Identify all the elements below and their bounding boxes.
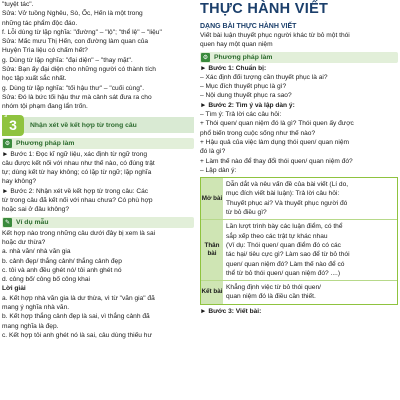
text-line: c. Kết hợp tôi anh ghét nó là sai, câu dùng thiếu hư xyxy=(2,331,152,339)
text-line: "tuyệt tác". xyxy=(2,1,34,8)
outline-row-body xyxy=(223,220,397,280)
outline-row-line: thể từ bỏ thói quen/ quan niệm đó? ....) xyxy=(226,269,341,277)
text-line: ► Bước 1: Chuẩn bị: xyxy=(200,64,267,72)
text-line: b. cảnh đẹp/ thắng cảnh/ thắng cảnh đẹp xyxy=(2,257,122,265)
example-label: Ví dụ mẫu xyxy=(16,218,49,226)
method-text xyxy=(2,150,194,215)
text-line: b. Kết hợp thắng cảnh đẹp là sai, vì thắng cảnh đã xyxy=(2,313,150,321)
text-line: Lời giải xyxy=(2,285,26,293)
left-column xyxy=(0,0,194,340)
gear-icon: ⚙ xyxy=(202,54,209,61)
outline-row-line: từ bỏ điều gì? xyxy=(226,209,267,217)
example-text xyxy=(2,229,194,341)
example-icon: ✎ xyxy=(4,219,11,226)
method-header-left xyxy=(2,138,194,149)
text-line: d. công bố/ công bố công khai xyxy=(2,276,90,284)
section-title: Nhận xét về kết hợp từ trong câu xyxy=(24,117,194,133)
text-line: ► Bước 2: Tìm ý và lập dàn ý: xyxy=(200,101,295,109)
section-number: 3 xyxy=(9,117,17,134)
outline-row xyxy=(201,178,397,220)
section-number-badge xyxy=(2,108,24,136)
outline-row-line: Khẳng định việc từ bỏ thói quen/ xyxy=(226,284,321,292)
gear-icon: ⚙ xyxy=(4,140,11,147)
text-line: + Làm thế nào để thay đổi thói quen/ quan niệm đó? xyxy=(200,157,353,165)
text-line: tự; dùng kết từ hay không; có lặp từ ngữ; lặp nghĩa xyxy=(2,169,152,177)
section-3-header xyxy=(2,108,194,136)
text-line: hoặc sai ở đâu không? xyxy=(2,206,70,214)
outline-row-body xyxy=(223,178,397,219)
text-line: – Lập dàn ý: xyxy=(200,166,237,174)
intro-line: quen hay một quan niệm xyxy=(200,41,273,49)
text-line: câu được kết nối với nhau như thế nào, có đúng trật xyxy=(2,159,155,167)
text-line: Sửa: Bạn ấy đại diện cho những người có thành tích xyxy=(2,66,156,74)
text-line: hay không? xyxy=(2,178,37,186)
text-line: c. tôi và anh đều ghét nó/ tôi anh ghét nó xyxy=(2,266,122,274)
text-line: mang ý nghĩa nhà văn. xyxy=(2,304,70,312)
text-line: Huyện Trìa liệu có chấm hết? xyxy=(2,47,88,55)
outline-row-line: (Ví dụ: Thói quen/ quan điểm đó có các xyxy=(226,241,341,249)
outline-row-body xyxy=(223,281,397,304)
section-small-label: Mục xyxy=(3,108,8,117)
text-line: Sửa: Đó là bức tối hậu thư mà cảnh sát đưa ra cho xyxy=(2,93,152,101)
right-column xyxy=(200,0,398,316)
text-line: – Mục đích thuyết phục là gì? xyxy=(200,83,287,91)
exercise-type-heading: DẠNG BÀI THỰC HÀNH VIẾT xyxy=(200,23,297,30)
text-line: học tập xuất sắc nhất. xyxy=(2,75,67,83)
outline-row-line: quan niệm đó là điều cần thiết. xyxy=(226,293,316,301)
text-line: f. Lỗi dùng từ lặp nghĩa: "đường" – "lộ"; "thể lệ" – "liệu" xyxy=(2,28,162,36)
outline-row-label: Mở bài xyxy=(201,178,223,219)
outline-row xyxy=(201,220,397,281)
steps-text xyxy=(200,64,398,176)
page-title: THỰC HÀNH VIẾT xyxy=(200,1,329,17)
text-line: g. Dùng từ lặp nghĩa: "đại diện" – "thay mặt". xyxy=(2,56,133,64)
text-line: ► Bước 1: Đọc kĩ ngữ liệu, xác định từ ngữ trong xyxy=(2,150,148,158)
intro-line: Viết bài luận thuyết phục người khác từ bỏ một thói xyxy=(200,32,350,39)
text-line: Kết hợp nào trong những câu dưới đây bị xem là sai xyxy=(2,229,156,237)
method-label: Phương pháp làm xyxy=(214,53,273,61)
text-line: g. Dùng từ lặp nghĩa: "tối hậu thư" – "cuối cùng". xyxy=(2,84,145,92)
outline-row-line: Lần lượt trình bày các luận điểm, có thể xyxy=(226,223,343,231)
outline-row-line: Thuyết phục ai? Và thuyết phục người đó xyxy=(226,199,348,207)
text-line: nhóm tội phạm đang lẩn trốn. xyxy=(2,103,88,111)
outline-row xyxy=(201,281,397,304)
text-line: những tác phẩm độc đáo. xyxy=(2,19,78,27)
method-label: Phương pháp làm xyxy=(16,139,75,147)
outline-table xyxy=(200,177,398,305)
text-line: – Tìm ý: Trả lời các câu hỏi: xyxy=(200,111,282,119)
text-line: a. nhà văn/ nhà văn gia xyxy=(2,248,71,256)
outline-row-line: mục đích viết bài luận): Trả lời câu hỏi: xyxy=(226,190,340,198)
text-line: – Xác định đối tượng cần thuyết phục là ai? xyxy=(200,73,328,81)
outline-row-line: Dẫn dắt và nêu vấn đề của bài viết (Lí do, xyxy=(226,181,349,189)
text-line: phổ biến trong cuộc sống như thế nào? xyxy=(200,129,316,137)
text-line: mang nghĩa là đẹp. xyxy=(2,322,59,330)
text-line: a. Kết hợp nhà văn gia là dư thừa, vì từ "văn gia" đã xyxy=(2,294,155,302)
step-3-line: ► Bước 3: Viết bài: xyxy=(200,307,262,315)
outline-row-line: tác hại/ tiêu cực gì? Làm sao để từ bỏ thói xyxy=(226,251,350,259)
text-line: từ trong câu đã kết nối với nhau chưa? Có phù hợp xyxy=(2,197,153,205)
text-line: đó là gì? xyxy=(200,148,226,156)
left-top-text xyxy=(2,0,194,112)
outline-row-line: quen/ quan niệm đó? Làm thế nào để có xyxy=(226,260,345,268)
text-line: + Thói quen/ quan niệm đó là gì? Thói quen ấy được xyxy=(200,120,354,128)
text-line: – Nội dung thuyết phục ra sao? xyxy=(200,92,292,100)
text-line: + Hậu quả của việc làm dụng thói quen/ quan niệm xyxy=(200,138,350,146)
outline-row-label: Kết bài xyxy=(201,281,223,304)
text-line: hoặc dư thừa? xyxy=(2,238,46,246)
text-line: Sửa: Vở tuồng Nghêu, Sò, Ốc, Hến là một trong xyxy=(2,10,143,18)
outline-row-label: Thân bài xyxy=(201,220,223,280)
text-line: Sửa: Mấc mưu Thị Hến, con đường làm quan của xyxy=(2,38,149,46)
method-header-right xyxy=(200,52,398,63)
outline-row-line: sắp xếp theo các trật tự khác nhau xyxy=(226,232,328,240)
text-line: ► Bước 2: Nhận xét về kết hợp từ trong câu: Các xyxy=(2,187,149,195)
example-header xyxy=(2,217,194,228)
